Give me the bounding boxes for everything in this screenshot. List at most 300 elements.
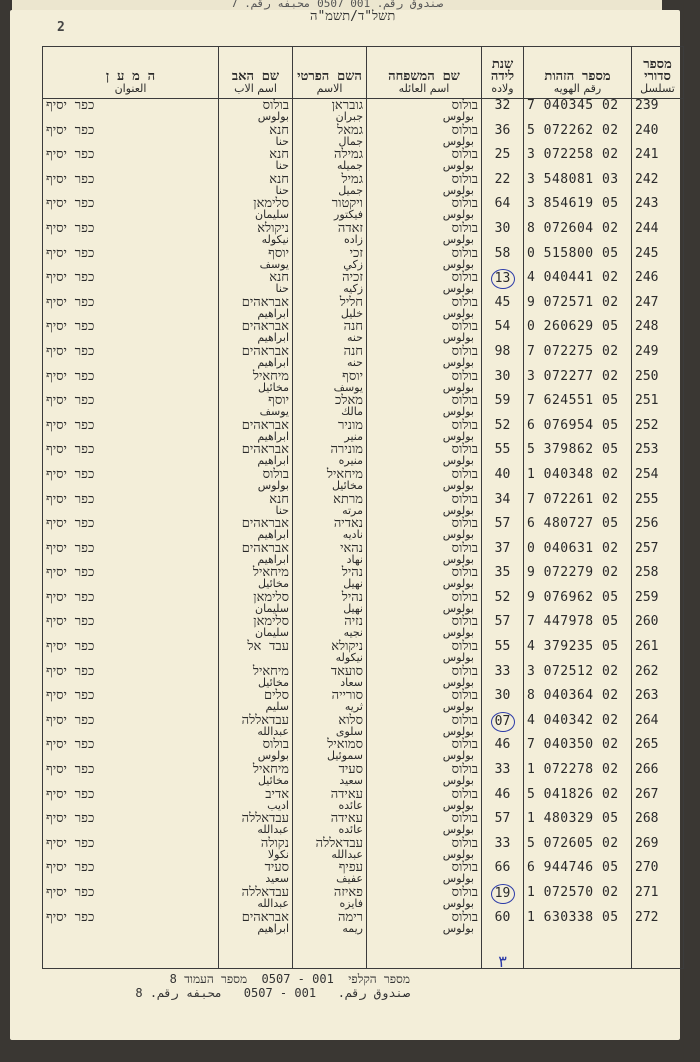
table-row <box>43 542 684 567</box>
address-cell: כפר יסיף <box>43 419 219 444</box>
serial-cell: 248 <box>632 320 684 345</box>
serial-cell: 239 <box>632 99 684 124</box>
id-cell: 02 040364 8 <box>524 689 632 714</box>
father-name-cell: עבדאללה عبدالله <box>219 886 293 911</box>
address-cell: כפר יסיף <box>43 886 219 911</box>
year-value: 36 <box>494 122 511 138</box>
serial-cell: 267 <box>632 788 684 813</box>
father-name-cell: אבראהים ابراهيم <box>219 419 293 444</box>
year-value: 46 <box>494 737 511 753</box>
first-name-cell: נזיה نجيه <box>293 615 367 640</box>
first-name-cell: יוסף يوسف <box>293 370 367 395</box>
father-name-cell: עבד אל <box>219 640 293 665</box>
birth-year-cell <box>482 763 524 788</box>
year-value: 34 <box>494 491 511 507</box>
id-cell: 05 480329 1 <box>524 812 632 837</box>
family-name-cell: בולוס بولوس <box>367 173 482 198</box>
table-row <box>43 99 684 124</box>
table-header-row <box>43 47 684 99</box>
id-cell: 02 072275 7 <box>524 345 632 370</box>
birth-year-cell <box>482 714 524 739</box>
first-name-cell: עאידה عائده <box>293 812 367 837</box>
address-cell: כפר יסיף <box>43 738 219 763</box>
handwritten-mark: ٣ <box>498 952 507 972</box>
address-cell: כפר יסיף <box>43 911 219 936</box>
serial-cell: 271 <box>632 886 684 911</box>
first-name-cell: מרתא مرته <box>293 493 367 518</box>
serial-cell: 247 <box>632 296 684 321</box>
birth-year-cell <box>482 443 524 468</box>
id-cell: 05 447978 7 <box>524 615 632 640</box>
family-name-cell: בולוס بولوس <box>367 443 482 468</box>
id-cell: 02 072279 9 <box>524 566 632 591</box>
father-name-cell: חנא حنا <box>219 148 293 173</box>
serial-cell: 254 <box>632 468 684 493</box>
first-name-cell: סעיד سعيد <box>293 763 367 788</box>
year-value: 58 <box>494 245 511 261</box>
first-name-cell: מוניר منير <box>293 419 367 444</box>
year-value: 30 <box>494 688 511 704</box>
birth-year-cell <box>482 689 524 714</box>
serial-cell: 264 <box>632 714 684 739</box>
id-cell: 02 072278 1 <box>524 763 632 788</box>
father-name-cell: יוסף يوسف <box>219 394 293 419</box>
id-cell: 05 260629 0 <box>524 320 632 345</box>
address-cell: כפר יסיף <box>43 714 219 739</box>
family-name-cell: בולוס بولوس <box>367 812 482 837</box>
family-name-cell: בולוס بولوس <box>367 714 482 739</box>
voter-register-table <box>42 46 684 972</box>
serial-cell: 243 <box>632 197 684 222</box>
year-value: 33 <box>494 835 511 851</box>
family-name-cell: בולוס بولوس <box>367 394 482 419</box>
year-value: 57 <box>494 811 511 827</box>
first-name-cell: גמיל جميل <box>293 173 367 198</box>
year-value: 22 <box>494 171 511 187</box>
serial-cell: 257 <box>632 542 684 567</box>
family-name-cell: בולוס بولوس <box>367 689 482 714</box>
table-row <box>43 394 684 419</box>
first-name-cell: סמואיל سموئيل <box>293 738 367 763</box>
birth-year-cell <box>482 296 524 321</box>
family-name-cell: בולוס بولوس <box>367 148 482 173</box>
serial-cell: 269 <box>632 837 684 862</box>
family-name-cell: בולוס بولوس <box>367 517 482 542</box>
birth-year-cell <box>482 640 524 665</box>
year-value: 57 <box>494 516 511 532</box>
address-cell: כפר יסיף <box>43 640 219 665</box>
first-name-cell: חליל خليل <box>293 296 367 321</box>
table-row <box>43 468 684 493</box>
birth-year-cell <box>482 911 524 936</box>
year-value: 66 <box>494 860 511 876</box>
first-name-cell: נהיל نهيل <box>293 591 367 616</box>
table-row <box>43 886 684 911</box>
father-name-cell: מיחאיל مخائيل <box>219 370 293 395</box>
address-cell: כפר יסיף <box>43 345 219 370</box>
table-row <box>43 689 684 714</box>
first-name-cell: מונירה منيره <box>293 443 367 468</box>
father-name-cell: חנא حنا <box>219 271 293 296</box>
id-cell: 05 076954 6 <box>524 419 632 444</box>
birth-year-cell <box>482 591 524 616</box>
first-name-cell: סלוא سلوى <box>293 714 367 739</box>
table-row <box>43 812 684 837</box>
table-row <box>43 419 684 444</box>
address-cell: כפר יסיף <box>43 615 219 640</box>
footer-hebrew: מספר הקלפי 001 - 0507 מספר העמוד 8 <box>169 972 410 986</box>
id-cell: 02 040345 7 <box>524 99 632 124</box>
serial-cell: 245 <box>632 247 684 272</box>
serial-cell: 258 <box>632 566 684 591</box>
serial-cell: 268 <box>632 812 684 837</box>
circled-year-mark: 19 <box>491 884 515 904</box>
address-cell: כפר יסיף <box>43 222 219 247</box>
first-name-cell: גמאל جمال <box>293 124 367 149</box>
underlying-page-edge: صندوق رقم. 001 0507 محبفه رقم. 7 <box>12 0 662 12</box>
address-cell: כפר יסיף <box>43 296 219 321</box>
id-cell: 02 072262 5 <box>524 124 632 149</box>
address-cell: כפר יסיף <box>43 763 219 788</box>
father-name-cell: נקולה نكولا <box>219 837 293 862</box>
birth-year-cell <box>482 468 524 493</box>
serial-cell: 261 <box>632 640 684 665</box>
id-cell: 05 480727 6 <box>524 517 632 542</box>
id-cell: 02 040631 0 <box>524 542 632 567</box>
father-name-cell: אבראהים ابراهيم <box>219 296 293 321</box>
year-value: 30 <box>494 220 511 236</box>
birth-year-cell <box>482 222 524 247</box>
serial-cell: 240 <box>632 124 684 149</box>
address-cell: כפר יסיף <box>43 591 219 616</box>
father-name-cell: עבדאללה عبدالله <box>219 714 293 739</box>
address-cell: כפר יסיף <box>43 124 219 149</box>
address-cell: כפר יסיף <box>43 861 219 886</box>
serial-cell: 272 <box>632 911 684 936</box>
year-value: 54 <box>494 319 511 335</box>
birth-year-cell <box>482 837 524 862</box>
father-name-cell: אבראהים ابراهيم <box>219 320 293 345</box>
table-row <box>43 788 684 813</box>
first-name-cell: עאידה عائده <box>293 788 367 813</box>
birth-year-cell <box>482 419 524 444</box>
family-name-cell: בולוס بولوس <box>367 222 482 247</box>
father-name-cell: אבראהים ابراهيم <box>219 443 293 468</box>
year-value: 33 <box>494 663 511 679</box>
family-name-cell: בולוס بولوس <box>367 886 482 911</box>
family-name-cell: בולוס بولوس <box>367 861 482 886</box>
serial-cell: 241 <box>632 148 684 173</box>
first-name-cell: סועאד سعاد <box>293 665 367 690</box>
year-value: 37 <box>494 540 511 556</box>
birth-year-cell <box>482 370 524 395</box>
table-row <box>43 738 684 763</box>
first-name-cell: זאדה زاده <box>293 222 367 247</box>
birth-year-cell <box>482 345 524 370</box>
serial-cell: 250 <box>632 370 684 395</box>
table-row <box>43 320 684 345</box>
birth-year-cell <box>482 665 524 690</box>
table-row <box>43 271 684 296</box>
father-name-cell: עבדאללה عبدالله <box>219 812 293 837</box>
year-value: 45 <box>494 294 511 310</box>
year-value: 59 <box>494 393 511 409</box>
circled-year-mark: 13 <box>491 269 515 289</box>
year-value: 25 <box>494 147 511 163</box>
page-title: תשל"ד/תשמ"ה <box>310 9 396 24</box>
table-row <box>43 615 684 640</box>
first-name-cell: ויקטור فيكتور <box>293 197 367 222</box>
year-value: 35 <box>494 565 511 581</box>
birth-year-cell <box>482 124 524 149</box>
family-name-cell: בולוס بولوس <box>367 615 482 640</box>
father-name-cell: מיחאיל مخائيل <box>219 665 293 690</box>
year-value: 98 <box>494 343 511 359</box>
header-serial: מספר סדורי تسلسل <box>632 47 684 99</box>
father-name-cell: יוסף يوسف <box>219 247 293 272</box>
serial-cell: 251 <box>632 394 684 419</box>
table-row <box>43 296 684 321</box>
first-name-cell: גובראן جبران <box>293 99 367 124</box>
table-row <box>43 222 684 247</box>
birth-year-cell <box>482 615 524 640</box>
birth-year-cell <box>482 197 524 222</box>
table-row <box>43 714 684 739</box>
serial-cell: 260 <box>632 615 684 640</box>
birth-year-cell <box>482 566 524 591</box>
year-value: 55 <box>494 639 511 655</box>
birth-year-cell <box>482 247 524 272</box>
address-cell: כפר יסיף <box>43 394 219 419</box>
birth-year-cell <box>482 99 524 124</box>
serial-cell: 262 <box>632 665 684 690</box>
serial-cell: 246 <box>632 271 684 296</box>
father-name-cell: אדיב اديب <box>219 788 293 813</box>
address-cell: כפר יסיף <box>43 370 219 395</box>
header-id: מספר הזהות رقم الهويه <box>524 47 632 99</box>
year-value: 64 <box>494 196 511 212</box>
id-cell: 02 040348 1 <box>524 468 632 493</box>
table-row <box>43 665 684 690</box>
serial-cell: 256 <box>632 517 684 542</box>
birth-year-cell <box>482 517 524 542</box>
first-name-cell: סורייה ثريه <box>293 689 367 714</box>
father-name-cell: אבראהים ابراهيم <box>219 542 293 567</box>
father-name-cell: סלימאן سليمان <box>219 615 293 640</box>
address-cell: כפר יסיף <box>43 566 219 591</box>
address-cell: כפר יסיף <box>43 271 219 296</box>
birth-year-cell <box>482 788 524 813</box>
id-cell: 02 072258 3 <box>524 148 632 173</box>
father-name-cell: חנא حنا <box>219 493 293 518</box>
family-name-cell: בולוס بولوس <box>367 345 482 370</box>
id-cell: 05 944746 6 <box>524 861 632 886</box>
father-name-cell: סלים سليم <box>219 689 293 714</box>
table-row <box>43 345 684 370</box>
table-row <box>43 591 684 616</box>
family-name-cell: בולוס بولوس <box>367 591 482 616</box>
first-name-cell: חנה حنه <box>293 320 367 345</box>
father-name-cell: אבראהים ابراهيم <box>219 517 293 542</box>
family-name-cell: בולוס بولوس <box>367 911 482 936</box>
header-father-name: שם האב اسم الاب <box>219 47 293 99</box>
address-cell: כפר יסיף <box>43 689 219 714</box>
register-page <box>10 10 680 1040</box>
address-cell: כפר יסיף <box>43 837 219 862</box>
id-cell: 02 072512 3 <box>524 665 632 690</box>
serial-cell: 270 <box>632 861 684 886</box>
family-name-cell: בולוס بولوس <box>367 665 482 690</box>
table-row <box>43 148 684 173</box>
header-birth-year: שנת לידה ولاده <box>482 47 524 99</box>
year-value: 52 <box>494 417 511 433</box>
page-footer <box>50 972 410 1000</box>
family-name-cell: בולוס بولوس <box>367 837 482 862</box>
birth-year-cell <box>482 738 524 763</box>
page-number: 2 <box>57 20 65 35</box>
table-row <box>43 370 684 395</box>
family-name-cell: בולוס بولوس <box>367 197 482 222</box>
family-name-cell: בולוס بولوس <box>367 370 482 395</box>
first-name-cell: מאלכ مالك <box>293 394 367 419</box>
address-cell: כפר יסיף <box>43 812 219 837</box>
birth-year-cell <box>482 148 524 173</box>
year-value: 46 <box>494 786 511 802</box>
id-cell: 05 624551 7 <box>524 394 632 419</box>
address-cell: כפר יסיף <box>43 173 219 198</box>
first-name-cell: עבדאללה عبدالله <box>293 837 367 862</box>
table-row <box>43 443 684 468</box>
family-name-cell: בולוס بولوس <box>367 419 482 444</box>
year-value: 57 <box>494 614 511 630</box>
serial-cell: 266 <box>632 763 684 788</box>
year-value: 60 <box>494 909 511 925</box>
first-name-cell: גמילה جميله <box>293 148 367 173</box>
first-name-cell: זכיה زكيه <box>293 271 367 296</box>
header-first-name: השם הפרטי الاسم <box>293 47 367 99</box>
id-cell: 05 379862 5 <box>524 443 632 468</box>
family-name-cell: בולוס بولوس <box>367 296 482 321</box>
father-name-cell: אבראהים ابراهيم <box>219 345 293 370</box>
first-name-cell: מיחאיל مخائيل <box>293 468 367 493</box>
birth-year-cell <box>482 886 524 911</box>
table-row <box>43 763 684 788</box>
year-value: 30 <box>494 368 511 384</box>
table-row <box>43 837 684 862</box>
family-name-cell: בולוס بولوس <box>367 738 482 763</box>
id-cell: 05 515800 0 <box>524 247 632 272</box>
header-address: ה מ ע ן العنوان <box>43 47 219 99</box>
serial-cell: 249 <box>632 345 684 370</box>
year-value: 32 <box>494 98 511 113</box>
table-body <box>43 98 684 972</box>
id-cell: 05 630338 1 <box>524 911 632 936</box>
father-name-cell: בולוס بولوس <box>219 99 293 124</box>
address-cell: כפר יסיף <box>43 493 219 518</box>
table-row <box>43 197 684 222</box>
id-cell: 02 072570 1 <box>524 886 632 911</box>
serial-cell: 242 <box>632 173 684 198</box>
birth-year-cell <box>482 271 524 296</box>
first-name-cell: פאיזה فايزه <box>293 886 367 911</box>
serial-cell: 244 <box>632 222 684 247</box>
serial-cell: 263 <box>632 689 684 714</box>
table-row <box>43 493 684 518</box>
father-name-cell: סלימאן سليمان <box>219 591 293 616</box>
family-name-cell: בולוס بولوس <box>367 788 482 813</box>
father-name-cell: מיחאיל مخائيل <box>219 763 293 788</box>
father-name-cell: חנא حنا <box>219 124 293 149</box>
first-name-cell: ניקולא نيكوله <box>293 640 367 665</box>
address-cell: כפר יסיף <box>43 788 219 813</box>
address-cell: כפר יסיף <box>43 542 219 567</box>
father-name-cell: סעיד سعيد <box>219 861 293 886</box>
first-name-cell: נאדיה ناديه <box>293 517 367 542</box>
birth-year-cell <box>482 861 524 886</box>
address-cell: כפר יסיף <box>43 320 219 345</box>
first-name-cell: עפיף عفيف <box>293 861 367 886</box>
blank-row <box>43 935 684 969</box>
first-name-cell: נהיל نهيل <box>293 566 367 591</box>
family-name-cell: בולוס بولوس <box>367 542 482 567</box>
serial-cell: 255 <box>632 493 684 518</box>
id-cell: 02 072277 3 <box>524 370 632 395</box>
serial-cell: 253 <box>632 443 684 468</box>
id-cell: 05 379235 4 <box>524 640 632 665</box>
year-value: 40 <box>494 466 511 482</box>
family-name-cell: בולוס بولوس <box>367 124 482 149</box>
first-name-cell: זכי زكي <box>293 247 367 272</box>
address-cell: כפר יסיף <box>43 468 219 493</box>
year-value: 55 <box>494 442 511 458</box>
birth-year-cell <box>482 812 524 837</box>
first-name-cell: חנה حنه <box>293 345 367 370</box>
year-value: 52 <box>494 589 511 605</box>
header-family-name: שם המשפחה اسم العائله <box>367 47 482 99</box>
address-cell: כפר יסיף <box>43 665 219 690</box>
family-name-cell: בולוס بولوس <box>367 320 482 345</box>
id-cell: 02 072604 8 <box>524 222 632 247</box>
table-row <box>43 247 684 272</box>
address-cell: כפר יסיף <box>43 517 219 542</box>
family-name-cell: בולוס بولوس <box>367 247 482 272</box>
birth-year-cell <box>482 320 524 345</box>
serial-cell: 252 <box>632 419 684 444</box>
id-cell: 05 854619 3 <box>524 197 632 222</box>
address-cell: כפר יסיף <box>43 197 219 222</box>
birth-year-cell <box>482 493 524 518</box>
father-name-cell: אבראהים ابراهيم <box>219 911 293 936</box>
id-cell: 02 041826 5 <box>524 788 632 813</box>
birth-year-cell <box>482 394 524 419</box>
address-cell: כפר יסיף <box>43 99 219 124</box>
family-name-cell: בולוס بولوس <box>367 763 482 788</box>
table-row <box>43 911 684 936</box>
father-name-cell: ניקולא نيكوله <box>219 222 293 247</box>
id-cell: 05 076962 9 <box>524 591 632 616</box>
family-name-cell: בולוס بولوس <box>367 271 482 296</box>
table-row <box>43 173 684 198</box>
first-name-cell: רימה ريمه <box>293 911 367 936</box>
id-cell: 03 548081 3 <box>524 173 632 198</box>
id-cell: 02 072261 7 <box>524 493 632 518</box>
first-name-cell: נהאי نهاد <box>293 542 367 567</box>
father-name-cell: חנא حنا <box>219 173 293 198</box>
family-name-cell: בולוס بولوس <box>367 99 482 124</box>
table-row <box>43 640 684 665</box>
family-name-cell: בולוס بولوس <box>367 493 482 518</box>
id-cell: 02 072571 9 <box>524 296 632 321</box>
